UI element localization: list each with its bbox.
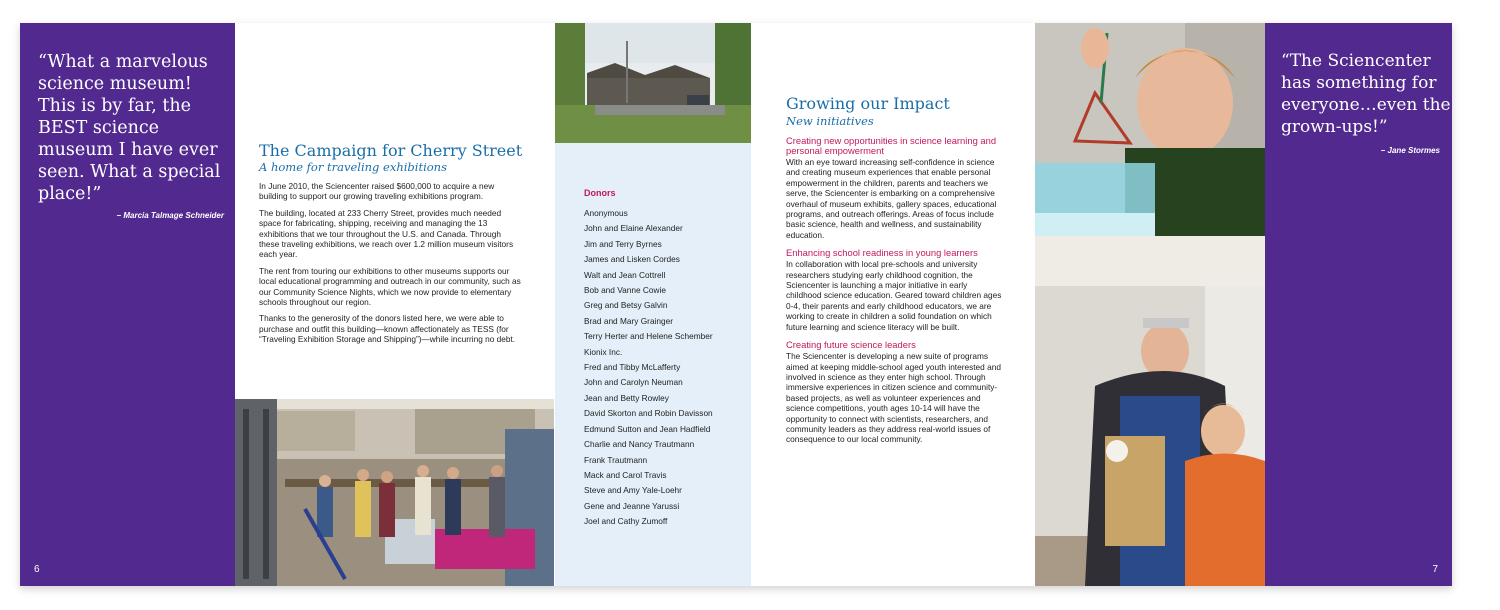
impact-section-heading: Creating future science leaders: [786, 339, 916, 351]
warehouse-group-photo: [235, 399, 554, 586]
donor-name: Walt and Jean Cottrell: [584, 269, 666, 280]
donor-name: Bob and Vanne Cowie: [584, 285, 666, 296]
warehouse-photo-illustration: [235, 399, 554, 586]
impact-title: Growing our Impact: [786, 94, 950, 113]
campaign-body: [259, 181, 521, 351]
page-number-right: 7: [1432, 564, 1438, 575]
boy-photo-illustration: [1035, 23, 1265, 236]
donors-panel: [555, 143, 751, 586]
donor-name: Jim and Terry Byrnes: [584, 238, 662, 249]
donor-name: Steve and Amy Yale-Loehr: [584, 485, 682, 496]
right-quote: “The Sciencenter has something for everyone…even the grown-ups!”: [1281, 51, 1451, 137]
donor-name: Mack and Carol Travis: [584, 469, 667, 480]
campaign-paragraph: The rent from touring our exhibitions to other museums supports our local educational programming and outreach in our community, such as our Community Science Nights, which we now provide to elementary schools throughout our region.: [259, 265, 521, 308]
right-quote-attribution: – Jane Stormes: [1380, 146, 1440, 155]
impact-section-text: With an eye toward increasing self-confidence in science and creating museum experiences that enable personal empowerment in the children, parents and teachers we serve, the Sciencenter is embarking on a comprehensive overhaul of museum exhibits, gallery spaces, educational programs, and outreach offerings. Areas of focus include basic science, health and wellness, and sustainability education.: [786, 157, 997, 240]
donor-name: Frank Trautmann: [584, 454, 648, 465]
donor-name: John and Carolyn Neuman: [584, 377, 683, 388]
cherry-street-building-photo: [555, 23, 751, 143]
donor-name: David Skorton and Robin Davisson: [584, 408, 713, 419]
impact-section-heading: Enhancing school readiness in young learners: [786, 247, 978, 259]
impact-section-text: In collaboration with local pre-schools and university researchers studying early childhood cognition, the Sciencenter is launching a major initiative in early childhood science education. Geared toward children ages 0-4, their parents and early childhood educators, we are working to create in children a solid foundation on which future learning and science literacy will be built.: [786, 259, 1002, 332]
donor-name: Brad and Mary Grainger: [584, 315, 674, 326]
donor-name: Edmund Sutton and Jean Hadfield: [584, 423, 711, 434]
impact-section: [786, 136, 1004, 240]
page-number-left: 6: [34, 564, 40, 575]
brochure-spread: [20, 23, 1452, 586]
donor-name: Fred and Tibby McLafferty: [584, 362, 681, 373]
impact-subtitle: New initiatives: [786, 114, 874, 128]
donor-name: Charlie and Nancy Trautmann: [584, 439, 695, 450]
campaign-paragraph: The building, located at 233 Cherry Street, provides much needed space for fabricating, shipping, receiving and managing the 13 exhibitions that we tour throughout the U.S. and Canada. Through these traveling exhibitions, we reach over 1.2 million museum visitors each year.: [259, 207, 514, 260]
donor-name: Terry Herter and Helene Schember: [584, 331, 713, 342]
donors-title: Donors: [584, 188, 616, 198]
left-quote-column: [20, 23, 235, 586]
impact-section: [786, 248, 1004, 332]
impact-body: [786, 136, 1004, 453]
donor-name: Greg and Betsy Galvin: [584, 300, 668, 311]
donor-name: Gene and Jeanne Yarussi: [584, 500, 680, 511]
campaign-paragraph: In June 2010, the Sciencenter raised $600,000 to acquire a new building to support our growing traveling exhibitions program.: [259, 181, 495, 202]
impact-section-heading: Creating new opportunities in science learning and personal empowerment: [786, 135, 997, 156]
donor-name: John and Elaine Alexander: [584, 223, 683, 234]
right-quote-column: [1265, 23, 1452, 586]
donor-name: Joel and Cathy Zumoff: [584, 516, 668, 527]
woman-child-experiment-photo: [1035, 236, 1265, 586]
impact-section-text: The Sciencenter is developing a new suite of programs aimed at keeping middle-school aged youth interested and involved in science as they enter high school. Through immersive experiences in citizen science and community-based projects, as well as volunteer experiences and science competitions, youth ages 10-14 will have the opportunity to connect with scientists, researchers, and community leaders as they address real-world issues of consequence to our local community.: [786, 351, 1001, 445]
impact-section: [786, 340, 1004, 445]
donor-name: James and Lisken Cordes: [584, 254, 680, 265]
boy-bubble-wand-photo: [1035, 23, 1265, 236]
building-photo-illustration: [555, 23, 751, 143]
donor-name: Kionix Inc.: [584, 346, 623, 357]
donor-name: Jean and Betty Rowley: [584, 392, 669, 403]
left-quote: “What a marvelous science museum! This is by far, the BEST science museum I have ever seen. What a special place!”: [38, 52, 221, 204]
campaign-subtitle: A home for traveling exhibitions: [259, 160, 447, 174]
campaign-paragraph: Thanks to the generosity of the donors listed here, we were able to purchase and outfit this building—known affectionately as TESS (for “Traveling Exhibition Storage and Shipping”)—while incurring no debt.: [259, 313, 516, 345]
left-quote-attribution: – Marcia Talmage Schneider: [116, 211, 224, 220]
donor-name: Anonymous: [584, 208, 628, 218]
donor-list: [584, 206, 713, 530]
campaign-title: The Campaign for Cherry Street: [259, 141, 523, 160]
woman-child-photo-illustration: [1035, 236, 1265, 586]
